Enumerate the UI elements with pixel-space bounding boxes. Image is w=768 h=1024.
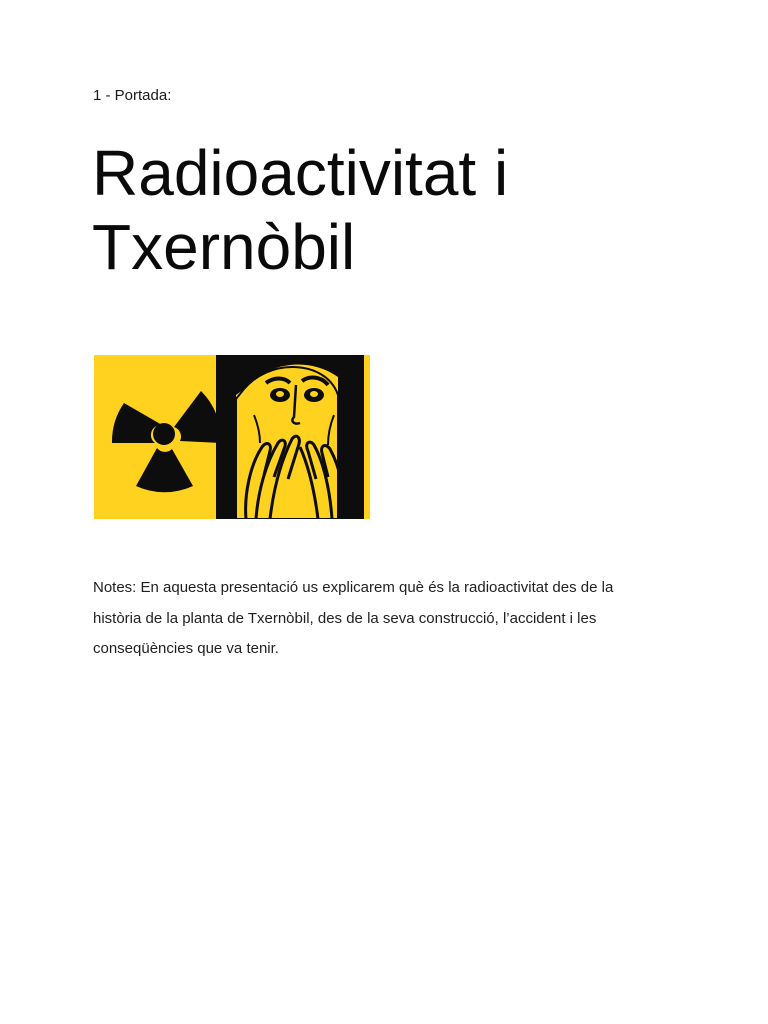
frightened-face-illustration	[216, 355, 370, 519]
slide-section-label: 1 - Portada:	[93, 87, 172, 104]
cover-image	[94, 355, 370, 519]
speaker-notes: Notes: En aquesta presentació us explicarem què és la radioactivitat des de la història de la planta de Txernòbil, des de la seva construcció, l’accident i les conseqüències que va tenir.	[93, 579, 614, 657]
slide-title: Radioactivitat i Txernòbil	[92, 137, 509, 283]
